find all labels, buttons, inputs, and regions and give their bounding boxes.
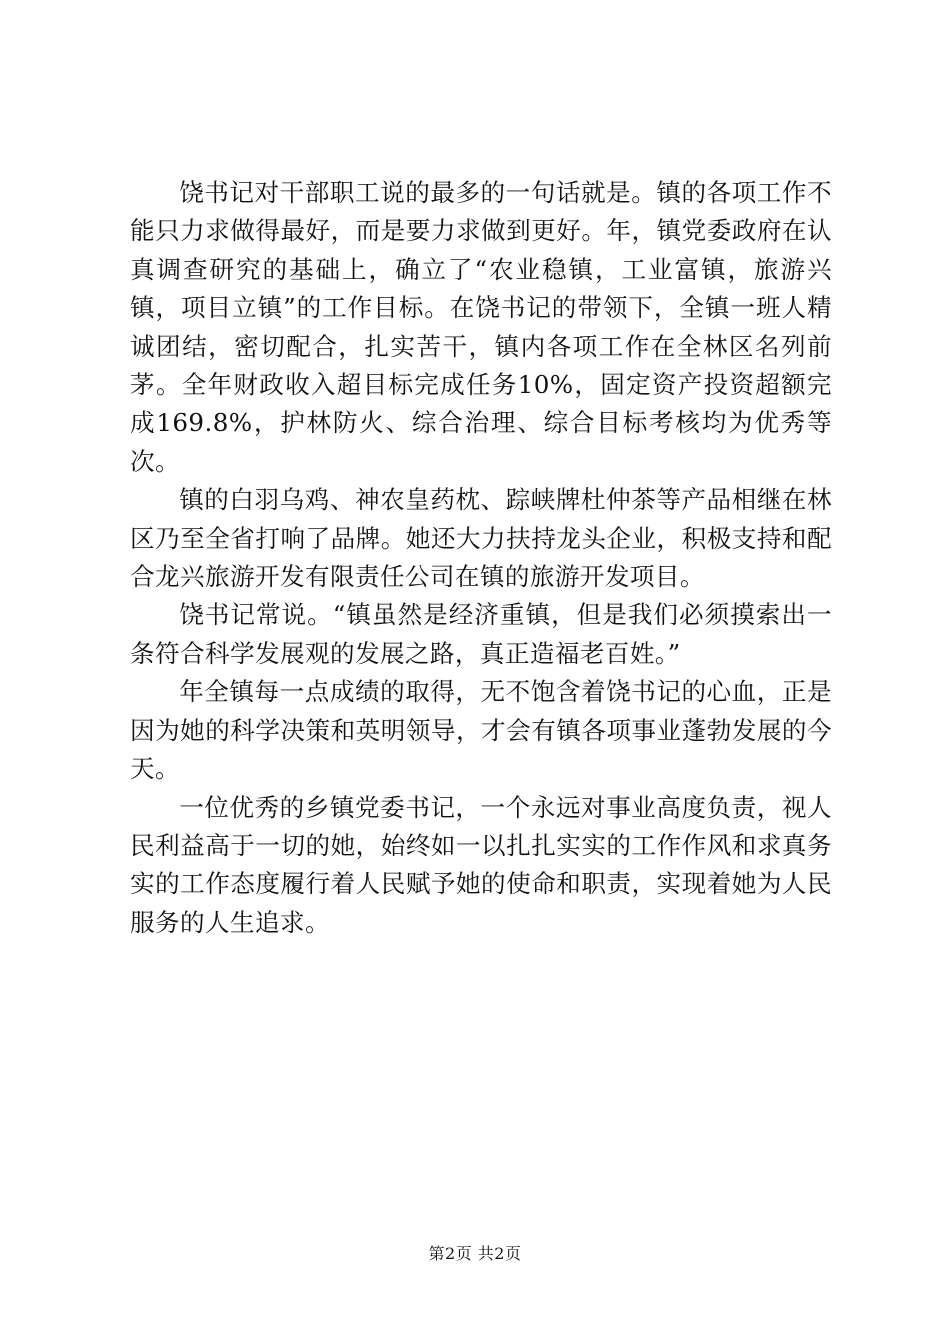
page-number-footer: 第2页 共2页: [428, 1244, 522, 1263]
paragraph: 一位优秀的乡镇党委书记，一个永远对事业高度负责，视人民利益高于一切的她，始终如一以扎扎实实的工作作风和求真务实的工作态度履行着人民赋予她的使命和职责，实现着她为人民服务的人生追求。: [130, 792, 832, 937]
document-body: [130, 174, 832, 942]
paragraph: 年全镇每一点成绩的取得，无不饱含着饶书记的心血，正是因为她的科学决策和英明领导，才会有镇各项事业蓬勃发展的今天。: [130, 677, 832, 784]
paragraph: 镇的白羽乌鸡、神农皇药枕、踪峡牌杜仲茶等产品相继在林区乃至全省打响了品牌。她还大力扶持龙头企业，积极支持和配合龙兴旅游开发有限责任公司在镇的旅游开发项目。: [130, 485, 832, 592]
paragraph: 饶书记常说。“镇虽然是经济重镇，但是我们必须摸索出一条符合科学发展观的发展之路，真正造福老百姓。”: [130, 600, 832, 668]
paragraph: 饶书记对干部职工说的最多的一句话就是。镇的各项工作不能只力求做得最好，而是要力求做到更好。年，镇党委政府在认真调查研究的基础上，确立了“农业稳镇，工业富镇，旅游兴镇，项目立镇”的工作目标。在饶书记的带领下，全镇一班人精诚团结，密切配合，扎实苦干，镇内各项工作在全林区名列前茅。全年财政收入超目标完成任务10%，固定资产投资超额完成169.8%，护林防火、综合治理、综合目标考核均为优秀等次。: [130, 178, 832, 476]
